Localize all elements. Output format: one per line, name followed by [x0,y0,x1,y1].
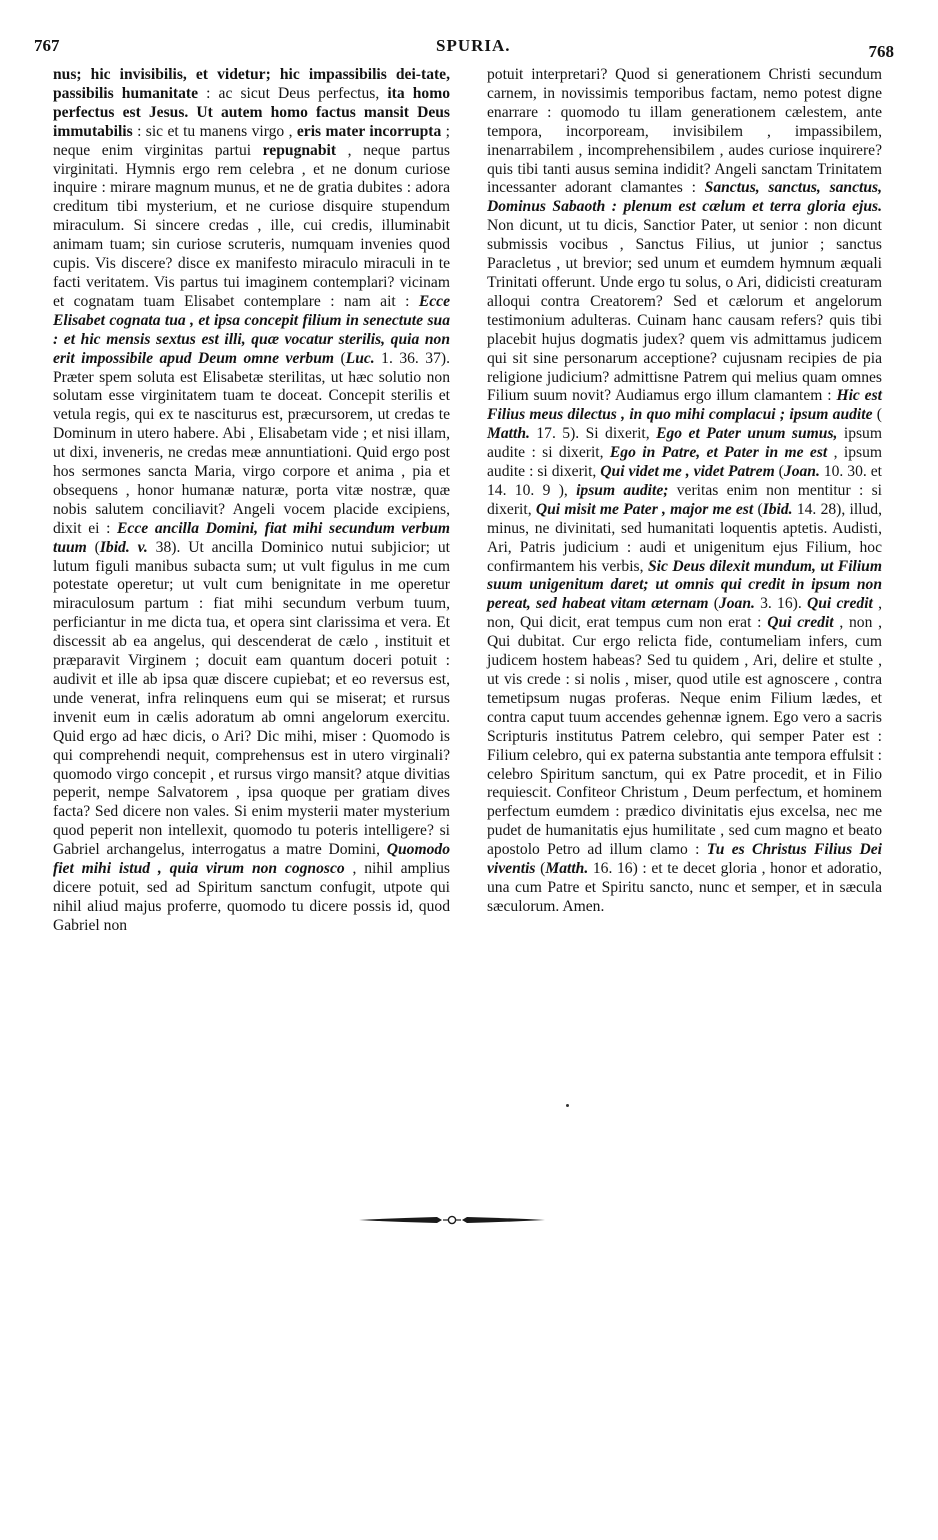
left-column-run: ( [86,538,100,556]
left-column-run: 38). Ut ancilla Dominico nutui subjicior; ut lutum figuli manibus subacta sum; ut vult figulus in me cum potestate operetur; ut vult cum benignitate in me operetur miraculosum partum : fiat mihi secundum verbum tuum, perficiantur in me dicta tua, et opera sint clarissima et vera. Et discessit ab ea angelus, qui descenderat de cælo , instituit et præparavit Virginem ; docuit eam quantum doceri potuit : audivit et ille ab ipsa quæ discere cupiebat; et eo reversus est, unde venerat, infra relinquens eum qui se miserat; et rursus invenit eum in cælis adoratum ab omni angelorum exercitu. Quid ergo ad hæc dicis, o Ari? Dic mihi, miser : Quomodo is qui comprehendi nequit, comprehensus est in utero virginali? quomodo virgo concepit , et rursus virgo mansit? atque divitias peperit, nempe Salvatorem , ipsa quoque per gratiam dives facta? Sed dicere non vales. Si enim mysterii mater mysterium quod peperit non intellexit, quomodo tu poteris intelligere? si Gabriel archangelus, interrogatus a matre Domini, [53,538,450,859]
right-column-run: , ipsum audite : si dixerit, [487,444,882,481]
right-column-run: Qui credit [806,595,873,613]
right-column-run: ipsum audite : si dixerit, [487,425,882,462]
page-number-left: 767 [34,36,60,55]
left-column-run: ita homo perfectus est Jesus. Ut autem homo factus mansit Deus immutabilis [53,84,450,140]
right-column-run: Hic est Filius meus dilectus , in quo mihi complacui ; ipsum audite [487,387,882,424]
left-column [53,66,450,936]
right-column-run: 17. 5). Si dixerit, [529,425,657,443]
left-column-run: eris mater incorrupta [296,122,442,140]
right-column-run: Matth. [487,425,530,443]
left-column-run: : ac sicut Deus perfectus, [198,84,388,102]
left-column-run: Quomodo fiet mihi istud , quia virum non cognosco [53,841,450,878]
right-column-run: Tu es Christus Filius Dei viventis [487,841,882,878]
right-column-run: Sic Deus dilexit mundum, ut Filium suum unigenitum daret; ut omnis qui credit in ipsum non pereat, sed habeat vitam æternam [487,557,882,613]
left-column-run: Ecce Elisabet cognata tua , et ipsa concepit filium in senectute sua : et hic mensis sextus est illi, quæ vocatur sterilis, quia non erit impossibile apud Deum omne verbum [53,292,450,367]
right-column-run: Ego et Pater unum sumus, [656,425,838,443]
right-column-run: ( [753,500,763,518]
left-column-run: Ecce ancilla Domini, fiat mihi secundum verbum tuum [53,519,450,556]
left-column-run: ; neque enim virginitas partui [53,122,450,159]
right-column-run: 3. 16). [754,595,807,613]
right-column-run: Ego in Patre, et Pater in me est [609,444,828,462]
right-column-run: Qui videt me , videt Patrem [600,463,775,481]
right-column-run: Matth. [545,860,589,878]
right-column-text [487,66,882,917]
right-column-run: , non, Qui dicit, erat tempus cum non erat : [487,595,882,632]
right-column-run: 16. 16) : et te decet gloria , honor et adoratio, una cum Patre et Spiritu sancto, nunc et semper, et in sæcula sæculorum. Amen. [487,860,883,915]
left-column-run: : sic et tu manens virgo , [132,122,297,140]
right-column-run: Qui credit [767,614,834,632]
right-column-run: ipsum audite; [576,481,669,499]
right-column-run: ( [535,860,546,878]
right-column [487,66,882,917]
right-column-run: ( [872,406,882,424]
left-column-run: 1. 36. 37). Præter spem soluta est Elisabetæ sterilitas, ut hæc solutio non solutam esse virginitatem tuam te doceat. Concepit sterilis et vetula regis, qui ex te nasciturus est, præcursorem, ut credas te Dominum in utero habere. Abi , Elisabetam vide ; et nisi illam, ut dixi, inveneris, ne credas meæ annuntiationi. Quid ergo post hos sermones sancta Maria, virgo corpore et anima , pia et obsequens , honor humanæ naturæ, porta vitæ nostræ, quæ nobis salutem conciliavit? Angeli vocem placide excipiens, dixit ei : [53,349,450,537]
left-column-run: , nihil amplius dicere potuit, sed ad Spiritum sanctum confugit, utpote qui nihil aliud majus proferre, quomodo tu dicere possis id, quod Gabriel non [53,860,450,934]
end-ornament [357,1214,547,1226]
left-column-run: Luc. [345,349,375,367]
left-column-run: Ibid. v. [99,538,148,556]
left-column-run: repugnabit [262,141,337,159]
right-column-run: Sanctus, sanctus, sanctus, Dominus Sabaoth : plenum est cælum et terra gloria ejus. [487,179,882,216]
page-number-right: 768 [868,42,894,61]
right-column-run: ( [708,595,719,613]
running-title: SPURIA. [436,36,511,55]
right-column-run: Non dicunt, ut tu dicis, Sanctior Pater, ut senior : non dicunt submissis vocibus , Sanctus Filius, ut junior ; sanctus Paracletus , ut brevior; sed unum et eumdem hymnum æquali Trinitati offerunt. Unde ergo tu solus, o Ari, didicisti creaturam alloqui contra Creatorem? Sed et cælorum et angelorum testimonium adulteras. Cuinam hanc causam refers? quis tibi placebit hujus dogmatis judex? quem vis admittamus judicem qui sit sine personarum acceptione? cujusnam recipies de pia religione judicium? admittisne Patrem qui melius quam omnes Filium suum novit? Audiamus ergo illum clamantem : [487,217,882,405]
stray-dot [566,1104,569,1107]
right-column-run: veritas enim non mentitur : si dixerit, [487,481,882,518]
left-column-run: , neque partus virginitati. Hymnis ergo rem celebra , et ne donum curiose inquire : mirare magnum munus, et ne de gratia dubites : adora creditum tibi mysterium, et ne curiose disquire stupendum miraculum. Si sincere credas , ille, cui credis, illuminabit animam tuam; sin curiose scruteris, numquam invenies quod cupis. Vis discere? disce ex manifesto miraculo miraculi in te facti veritatem. Vis partus tui imaginem contemplari? vicinam et cognatam tuam Elisabet contemplare : nam ait : [53,141,450,310]
right-column-run: Qui misit me Pater , major me est [535,500,754,518]
right-column-run: Ibid. [762,500,793,518]
right-column-run: 10. 30. et 14. 10. 9 ), [487,463,882,499]
left-column-run: nus; hic invisibilis, et videtur; hic impassibilis dei-tate, passibilis humanitate [53,66,450,102]
right-column-run: 14. 28), illud, minus, ne divinitati, sed humanitati loquentis aptetis. Audisti, Ari, Patris judicium : audi et unigenitum ejus Filium, hoc confirmantem his verbis, [487,500,882,575]
right-column-run: Joan. [718,595,755,613]
right-column-run: Joan. [783,463,820,481]
right-column-run: , non , Qui dubitat. Cur ergo relicta fide, contumeliam infers, cum judicem hostem habeas? Sed tu quidem , Ari, delire et stulte , ut vis crede : si nolis , miser, quod utile est agnoscere , contra temetipsum nugas proferas. Neque enim Filium lædes, et contra caput tuum accendes gehennæ ignem. Ego vero a sacris Scripturis institutus Patrem celebro, qui semper Pater est : Filium celebro, qui ex paterna substantia ante tempora effulsit : celebro Spiritum sanctum, qui ex Patre procedit, et in Filio requiescit. Confiteor Christum , Deum perfectum, et hominem perfectum eumdem : prædico divinitatis ejus excelsa, nec me pudet de humanitatis ejus humilitate , sed cum magno et beato apostolo Petro ad illum clamo : [487,614,882,859]
page-header [34,36,894,60]
left-column-text [53,66,450,936]
right-column-run: potuit interpretari? Quod si generationem Christi secundum carnem, in novissimis temporibus factam, nemo potest digne enarrare : quomodo tu illam generationem cælestem, ante tempora, incorpoream, invisibilem , impassibilem, inenarrabilem , incomprehensibilem , audes curiose inquirere? quis tibi tanti ausus semina indidit? Angeli sanctam Trinitatem incessanter adorant clamantes : [487,66,882,197]
right-column-run: ( [774,463,784,481]
left-column-run: ( [334,349,346,367]
